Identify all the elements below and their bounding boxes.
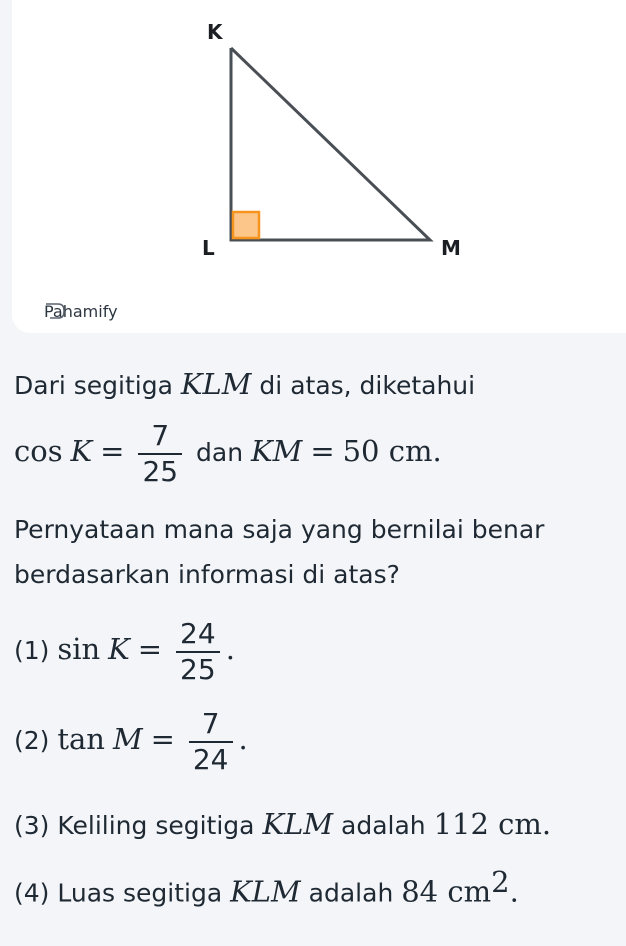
equals-sign-4: = [150,722,175,756]
statement-3-text: (3) Keliling segitiga [14,811,263,840]
statement-3-value: 112 cm. [433,807,552,841]
tan-numerator: 7 [201,707,220,740]
sin-denominator: 25 [176,651,220,687]
intro-text-end: di atas, diketahui [251,371,476,400]
brand-watermark [44,302,118,321]
sin-variable: K [108,632,130,666]
km-value: 50 cm. [342,434,442,468]
tan-denominator: 24 [189,741,233,777]
statement-2-number: (2) [14,726,58,755]
intro-line-1 [14,368,475,402]
cos-numerator: 7 [151,419,170,452]
triangle-name: KLM [180,367,252,401]
period-2: . [238,722,248,756]
question-line-2: berdasarkan informasi di atas? [14,560,400,589]
equals-sign-2: = [310,434,335,468]
statement-1 [14,612,235,688]
statement-4-mid: adalah [300,878,402,908]
period-4: . [509,874,519,909]
vertex-label-l: L [202,236,215,260]
period-1: . [225,632,235,666]
connector-text: dan [188,438,252,467]
statement-4-value: 84 cm [401,874,492,909]
statement-3-mid: adalah [333,811,434,840]
tan-fraction [189,707,233,777]
brand-logo-icon [44,302,68,320]
statement-4-triangle: KLM [230,874,301,909]
statement-4-exponent: 2 [491,865,510,899]
equals-sign-3: = [137,632,163,666]
intro-line-2 [14,414,442,490]
sin-fraction [176,617,220,687]
statement-4 [14,866,519,909]
brand-text: Pahamify [44,302,118,321]
intro-text: Dari segitiga [14,371,181,400]
triangle-diagram [12,0,626,333]
statement-1-number: (1) [14,636,58,665]
cos-function: cos [14,434,63,468]
tan-variable: M [112,722,143,756]
question-line-1: Pernyataan mana saja yang bernilai benar [14,515,545,544]
statement-3-triangle: KLM [262,807,334,841]
sin-function: sin [57,632,101,666]
triangle-outline [231,48,430,240]
statement-4-text: (4) Luas segitiga [14,878,231,908]
vertex-label-m: M [441,236,461,260]
km-variable: KM [251,434,303,468]
figure-card [12,0,626,333]
statement-2 [14,702,248,778]
sin-numerator: 24 [180,617,216,650]
vertex-label-k: K [207,20,223,44]
cos-fraction [138,419,182,489]
tan-function: tan [57,722,105,756]
statement-3 [14,808,551,842]
cos-variable: K [70,434,93,468]
equals-sign: = [100,434,125,468]
cos-denominator: 25 [138,453,182,489]
right-angle-marker [233,212,259,238]
